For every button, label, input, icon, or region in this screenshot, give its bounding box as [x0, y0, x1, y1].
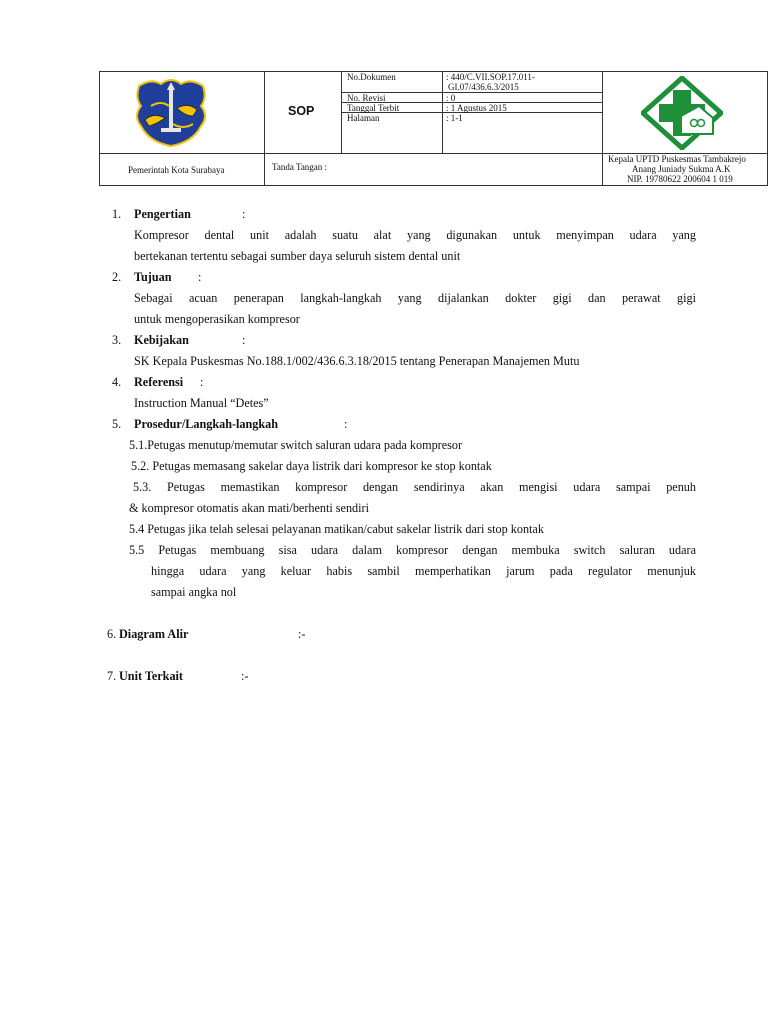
issue-date-label: Tanggal Terbit [347, 103, 400, 113]
divider [264, 71, 265, 186]
section-colon: : [198, 270, 202, 284]
section-number: 7. [107, 669, 117, 683]
issue-date-value: : 1 Agustus 2015 [446, 103, 507, 113]
page-label: Halaman [347, 113, 380, 123]
divider [602, 71, 603, 186]
section-number: 4. [112, 375, 122, 389]
section-colon: : [344, 417, 348, 431]
section-title: Unit Terkait [119, 669, 183, 683]
doc-number-value-cont: GI.07/436.6.3/2015 [448, 82, 519, 92]
section-title: Tujuan [134, 270, 172, 284]
section-title: Kebijakan [134, 333, 189, 347]
signer-title: Kepala UPTD Puskesmas Tambakrejo [608, 154, 746, 164]
section-title: Prosedur/Langkah-langkah [134, 417, 279, 431]
section-value: :- [298, 627, 306, 641]
procedure-step: 5.1.Petugas menutup/memutar switch saluran udara pada kompresor [129, 438, 463, 452]
doc-number-label: No.Dokumen [347, 72, 396, 82]
section-colon: : [200, 375, 204, 389]
section-number: 2. [112, 270, 122, 284]
section-text: Sebagai acuan penerapan langkah-langkah yang dijalankan dokter gigi dan perawat gigi [134, 291, 696, 305]
signature-label: Tanda Tangan : [272, 162, 328, 172]
section-text: Instruction Manual “Detes” [134, 396, 269, 410]
section-text: bertekanan tertentu sebagai sumber daya seluruh sistem dental unit [134, 249, 461, 263]
section-title: Pengertian [134, 207, 191, 221]
procedure-step: 5.2. Petugas memasang sakelar daya listrik dari kompresor ke stop kontak [131, 459, 492, 473]
procedure-step: 5.4 Petugas jika telah selesai pelayanan matikan/cabut sakelar listrik dari stop kontak [129, 522, 544, 536]
doc-number-value: : 440/C.VII.SOP.17.011- [446, 72, 535, 82]
section-number: 6. [107, 627, 117, 641]
page-value: : 1-1 [446, 113, 463, 123]
procedure-step-cont: sampai angka nol [151, 585, 237, 599]
section-title: Diagram Alir [119, 627, 189, 641]
section-text: SK Kepala Puskesmas No.188.1/002/436.6.3.18/2015 tentang Penerapan Manajemen Mutu [134, 354, 580, 368]
procedure-step-cont: hingga udara yang keluar habis sambil memperhatikan jarum pada regulator menunjuk [151, 564, 696, 578]
institution-name: Pemerintah Kota Surabaya [128, 165, 225, 175]
procedure-step: 5.5 Petugas membuang sisa udara dalam kompresor dengan membuka switch saluran udara [129, 543, 696, 557]
section-number: 1. [112, 207, 122, 221]
signer-name: Anang Juniady Sukma A.K [632, 164, 731, 174]
puskesmas-cross-emblem-icon [641, 76, 723, 150]
section-value: :- [241, 669, 249, 683]
sop-title: SOP [288, 104, 315, 118]
section-text: untuk mengoperasikan kompresor [134, 312, 300, 326]
signer-nip: NIP. 19780622 200604 1 019 [627, 174, 733, 184]
section-colon: : [242, 207, 246, 221]
revision-label: No. Revisi [347, 93, 386, 103]
section-text: Kompresor dental unit adalah suatu alat yang digunakan untuk menyimpan udara yang [134, 228, 696, 242]
section-number: 3. [112, 333, 122, 347]
section-number: 5. [112, 417, 122, 431]
procedure-step-cont: & kompresor otomatis akan mati/berhenti sendiri [129, 501, 369, 515]
revision-value: : 0 [446, 93, 456, 103]
procedure-step: 5.3. Petugas memastikan kompresor dengan sendirinya akan mengisi udara sampai penuh [133, 480, 696, 494]
surabaya-city-emblem-icon [131, 76, 211, 148]
section-title: Referensi [134, 375, 184, 389]
section-colon: : [242, 333, 246, 347]
